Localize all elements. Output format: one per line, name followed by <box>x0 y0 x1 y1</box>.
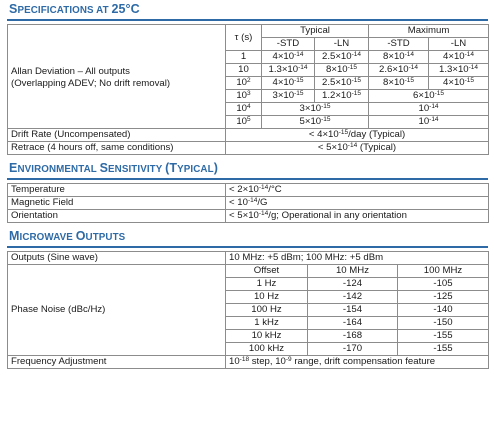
maximum-ln-header: -LN <box>429 38 489 51</box>
allan-label: Allan Deviation – All outputs (Overlapping ADEV; No drift removal) <box>8 25 226 129</box>
maximum-std-header: -STD <box>369 38 429 51</box>
section-rule <box>7 19 488 21</box>
table-row: 1 kHz -164 -150 <box>8 317 489 330</box>
table-row: $10^2$ $4\times 10^{-15}$ $2.5\times 10^{-15}$ $8\times 10^{-15}$ $4\times 10^{-15}$ <box>8 77 489 90</box>
table-row: Temperature < $2\times 10^{-14}/^\circ C$ <box>8 184 489 197</box>
environmental-table <box>7 183 489 223</box>
table-row: 10 Hz -142 -125 <box>8 291 489 304</box>
table-row: 1 Hz -124 -105 <box>8 278 489 291</box>
section-rule <box>7 178 488 180</box>
typical-header: Typical <box>262 25 369 38</box>
table-row: 100 kHz -170 -155 <box>8 343 489 356</box>
table-row: 1 $4\times 10^{-14}$ $2.5\times 10^{-14}$ $8\times 10^{-14}$ $4\times 10^{-14}$ <box>8 51 489 64</box>
outputs-row: Outputs (Sine wave) 10 MHz: +5 dBm; 100 MHz: +5 dBm <box>8 252 489 265</box>
table-row: $10^5$ $5\times 10^{-15}$ $10^{-14}$ <box>8 116 489 129</box>
microwave-table <box>7 251 489 369</box>
maximum-header: Maximum <box>369 25 489 38</box>
table-row: 10 kHz -168 -155 <box>8 330 489 343</box>
table-row: 10 $1.3\times 10^{-14}$ $8\times 10^{-15}$ $2.6\times 10^{-14}$ $1.3\times 10^{-14}$ <box>8 64 489 77</box>
section-rule <box>7 246 488 248</box>
allan-deviation-table <box>7 24 489 155</box>
phase-noise-label: Phase Noise (dBc/Hz) <box>8 265 226 356</box>
table-row: $10^3$ $3\times 10^{-15}$ $1.2\times 10^{-15}$ $6\times 10^{-15}$ <box>8 90 489 103</box>
section-title-microwave: MICROWAVE OUTPUTS <box>9 229 126 243</box>
section-title-specifications: SPECIFICATIONS AT 25°C <box>9 2 140 16</box>
phase-header-row: Phase Noise (dBc/Hz) Offset 10 MHz 100 MHz <box>8 265 489 278</box>
typical-ln-header: -LN <box>315 38 369 51</box>
table-row: $10^4$ $3\times 10^{-15}$ $10^{-14}$ <box>8 103 489 116</box>
retrace-row: Retrace (4 hours off, same conditions) < $5\times 10^{-14}$ (Typical) <box>8 142 489 155</box>
tau-header: τ (s) <box>226 25 262 51</box>
frequency-adjustment-row: Frequency Adjustment $10^{-18}$ step, $10^{-9}$ range, drift compensation feature <box>8 356 489 369</box>
table-row: Magnetic Field < $10^{-14}/G$ <box>8 197 489 210</box>
drift-row: Drift Rate (Uncompensated) < $4\times 10^{-15}$/day (Typical) <box>8 129 489 142</box>
typical-std-header: -STD <box>262 38 315 51</box>
section-title-environmental: ENVIRONMENTAL SENSITIVITY (TYPICAL) <box>9 161 218 175</box>
table-row: 100 Hz -154 -140 <box>8 304 489 317</box>
spec-sheet <box>7 0 488 369</box>
table-row: Orientation < $5\times 10^{-14}/g$; Operational in any orientation <box>8 210 489 223</box>
